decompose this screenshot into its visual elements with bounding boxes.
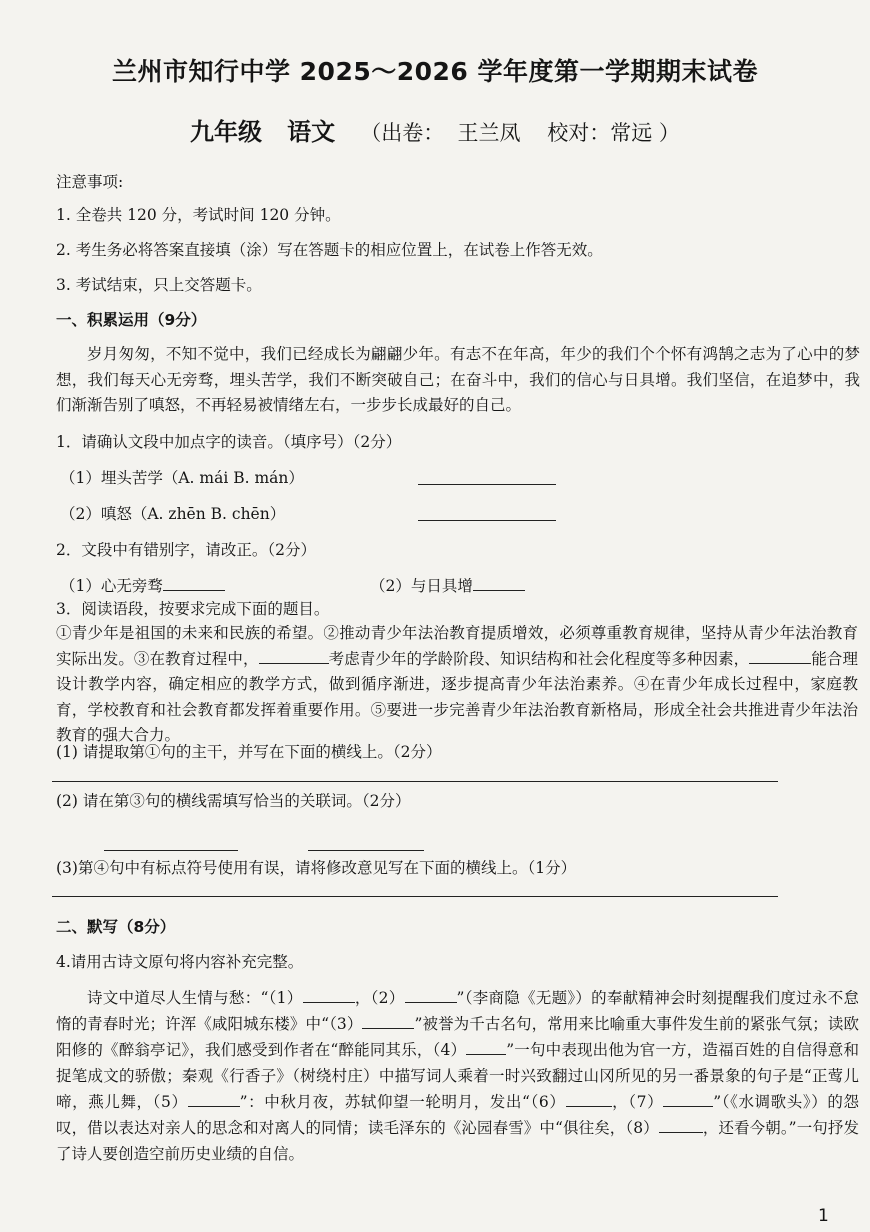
- answer-line[interactable]: [52, 896, 778, 897]
- question-stem: 1．请确认文段中加点字的读音。（填序号）（2分）: [56, 433, 402, 451]
- fill-in-passage: [56, 985, 859, 1167]
- answer-blank[interactable]: [566, 1092, 612, 1107]
- answer-blank[interactable]: [659, 1118, 703, 1133]
- answer-blank[interactable]: [303, 988, 355, 1003]
- passage-text: 考虑青少年的学龄阶段、知识结构和社会化程度等多种因素，: [328, 649, 750, 668]
- answer-blank[interactable]: [418, 470, 556, 485]
- author-info: （出卷： 王兰凤 校对：常远 ）: [360, 121, 680, 145]
- exam-title: 兰州市知行中学 2025～2026 学年度第一学期期末试卷: [111, 57, 759, 86]
- notes-heading: 注意事项:: [56, 173, 124, 191]
- passage-text: ①青少年是祖国的未来和民族的希望。②推动青少年法治教育提质增效，必须尊重教育规律，坚持从青少年法治教育实际出发。③在教育过程中，: [56, 624, 858, 668]
- answer-line[interactable]: [52, 781, 778, 782]
- answer-blank[interactable]: [362, 1014, 414, 1029]
- passage-text: ”被誉为千古名句，常用来比喻重大事件发生前的紧张气氛；读欧阳修的《醉翁亭记》，我们感受到作者在“醉能同其乐，（4）: [56, 1015, 859, 1059]
- passage: 岁月匆匆，不知不觉中，我们已经成长为翩翩少年。有志不在年高，年少的我们个个怀有鸿鹄之志为了心中的梦想，我们每天心无旁骛，埋头苦学，我们不断突破自己；在奋斗中，我们的信心与日具增。我们坚信，在追梦中，我们渐渐告别了嗔怒，不再轻易被情绪左右，一步步长成最好的自己。: [56, 345, 860, 414]
- sub-question: (3)第④句中有标点符号使用有误，请将修改意见写在下面的横线上。（1分）: [56, 859, 577, 877]
- answer-blank[interactable]: [163, 576, 225, 591]
- question-item-text: （2）与日具增: [370, 577, 473, 595]
- answer-line[interactable]: [308, 850, 424, 851]
- section-heading: 二、默写（8分）: [56, 918, 176, 936]
- passage-text: ，（2）: [354, 989, 405, 1007]
- answer-blank[interactable]: [188, 1092, 240, 1107]
- note-item: 1. 全卷共 120 分，考试时间 120 分钟。: [56, 206, 341, 224]
- sub-question: (2) 请在第③句的横线需填写恰当的关联词。（2分）: [56, 792, 411, 810]
- answer-blank[interactable]: [749, 649, 811, 664]
- passage-text: ”（李商隐《无题》）的奉献精神会时刻提醒我们度过永不怠惰的青春时光；许浑《咸阳城东楼》中“（3）: [56, 989, 859, 1033]
- question-item: [370, 574, 525, 598]
- answer-blank[interactable]: [663, 1092, 713, 1107]
- passage-text: ”一句中表现出他为官一方，造福百姓的自信得意和捉笔成文的骄傲；秦观《行香子》（树绕村庄）中描写词人乘着一时兴致翻过山冈所见的另一番景象的句子是“正莺儿啼，燕儿舞，（5）: [56, 1041, 859, 1111]
- passage-text: ，（7）: [611, 1093, 664, 1111]
- question-item-text: （1）心无旁骛: [60, 577, 163, 595]
- note-item: 3. 考试结束，只上交答题卡。: [56, 276, 262, 294]
- passage-text: ”：中秋月夜，苏轼仰望一轮明月，发出“（6）: [239, 1093, 566, 1111]
- grade-subject: 九年级 语文: [190, 118, 336, 146]
- section-heading: 一、积累运用（9分）: [56, 311, 207, 329]
- passage-text: 诗文中道尽人生情与愁：“（1）: [87, 989, 303, 1007]
- answer-blank[interactable]: [259, 649, 329, 664]
- sub-question: (1) 请提取第①句的主干，并写在下面的横线上。（2分）: [56, 743, 442, 761]
- passage-text: ”（《水调歌头》）的怨叹，借以表达对亲人的思念和对离人的同情；读毛泽东的《沁园春雪》中“俱往矣，（8）: [56, 1093, 859, 1137]
- question-stem: 2．文段中有错别字，请改正。（2分）: [56, 541, 316, 559]
- exam-subtitle: [0, 112, 870, 147]
- question-item: [60, 574, 225, 598]
- answer-blank[interactable]: [418, 506, 556, 521]
- answer-blank[interactable]: [405, 988, 457, 1003]
- question-option: （2）嗔怒（A. zhēn B. chēn）: [60, 505, 286, 523]
- page-number: 1: [818, 1206, 829, 1226]
- answer-line[interactable]: [104, 850, 238, 851]
- passage-text: 能合理设计教学内容，确定相应的教学方式，做到循序渐进，逐步提高青少年法治素养。④在青少年成长过程中，家庭教育，学校教育和社会教育都发挥着重要作用。⑤要进一步完善青少年法治教育新格局，形成全社会共推进青少年法治教育的强大合力。: [56, 649, 858, 744]
- question-stem: 4.请用古诗文原句将内容补充完整。: [56, 953, 304, 971]
- question-stem: 3．阅读语段，按要求完成下面的题目。: [56, 600, 330, 618]
- question-option: （1）埋头苦学（A. mái B. mán）: [60, 469, 304, 487]
- reading-passage: [56, 621, 858, 749]
- answer-blank[interactable]: [466, 1040, 506, 1055]
- note-item: 2. 考生务必将答案直接填（涂）写在答题卡的相应位置上，在试卷上作答无效。: [56, 241, 603, 259]
- passage-text: ，还看今朝。”一句抒发了诗人要创造空前历史业绩的自信。: [56, 1119, 859, 1163]
- answer-blank[interactable]: [473, 576, 525, 591]
